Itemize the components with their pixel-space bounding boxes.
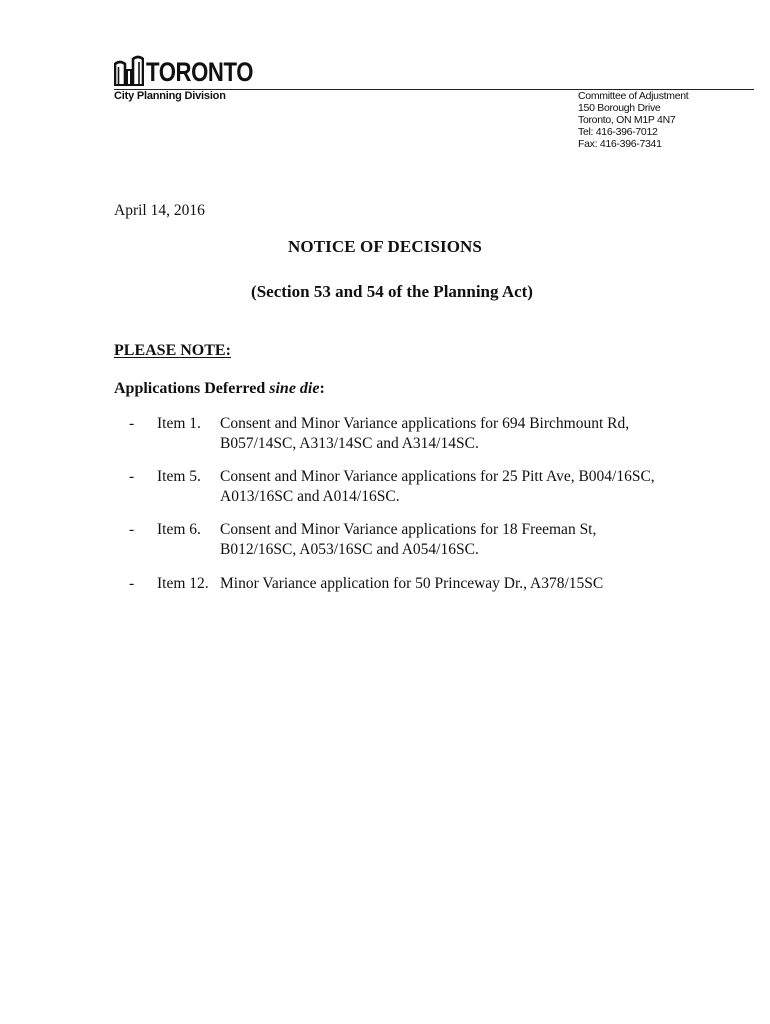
document-date: April 14, 2016 [114, 202, 205, 219]
address-line: Committee of Adjustment [578, 90, 689, 102]
item-line: Consent and Minor Variance applications for 18 Freeman St, [220, 521, 597, 538]
deferred-heading [114, 380, 325, 398]
toronto-logo [114, 52, 277, 86]
item-number: Item 1. [157, 415, 201, 432]
office-address [578, 90, 688, 150]
item-description [220, 414, 740, 454]
list-dash: - [129, 521, 135, 538]
item-number: Item 5. [157, 468, 201, 485]
document-subtitle [0, 282, 770, 302]
list-dash: - [129, 468, 135, 485]
logo-wordmark: TORONTO [146, 57, 254, 87]
phone-line: Tel: 416-396-7012 [578, 126, 658, 138]
list-dash: - [129, 575, 135, 592]
item-line: Consent and Minor Variance applications for 694 Birchmount Rd, [220, 415, 630, 432]
item-description [220, 574, 740, 594]
subtitle-text: (Section 53 and 54 of the Planning Act) [251, 282, 533, 301]
address-line: 150 Borough Drive [578, 102, 661, 114]
item-line: Consent and Minor Variance applications for 25 Pitt Ave, B004/16SC, [220, 468, 655, 485]
deferred-italic: sine die [269, 380, 320, 397]
item-line: Minor Variance application for 50 Princeway Dr., A378/15SC [220, 575, 604, 592]
item-number: Item 12. [157, 575, 209, 592]
item-line: B012/16SC, A053/16SC and A054/16SC. [220, 541, 479, 558]
document-title: NOTICE OF DECISIONS [288, 237, 482, 256]
list-dash: - [129, 415, 135, 432]
address-line: Toronto, ON M1P 4N7 [578, 114, 676, 126]
division-name: City Planning Division [114, 90, 226, 102]
item-description [220, 520, 740, 560]
item-number: Item 6. [157, 521, 201, 538]
item-description [220, 467, 740, 507]
deferred-suffix: : [319, 380, 325, 397]
city-hall-icon [114, 54, 144, 86]
note-heading: PLEASE NOTE: [114, 342, 231, 359]
item-line: A013/16SC and A014/16SC. [220, 488, 400, 505]
item-line: B057/14SC, A313/14SC and A314/14SC. [220, 435, 479, 452]
deferred-prefix: Applications Deferred [114, 380, 270, 397]
fax-line: Fax: 416-396-7341 [578, 138, 662, 150]
